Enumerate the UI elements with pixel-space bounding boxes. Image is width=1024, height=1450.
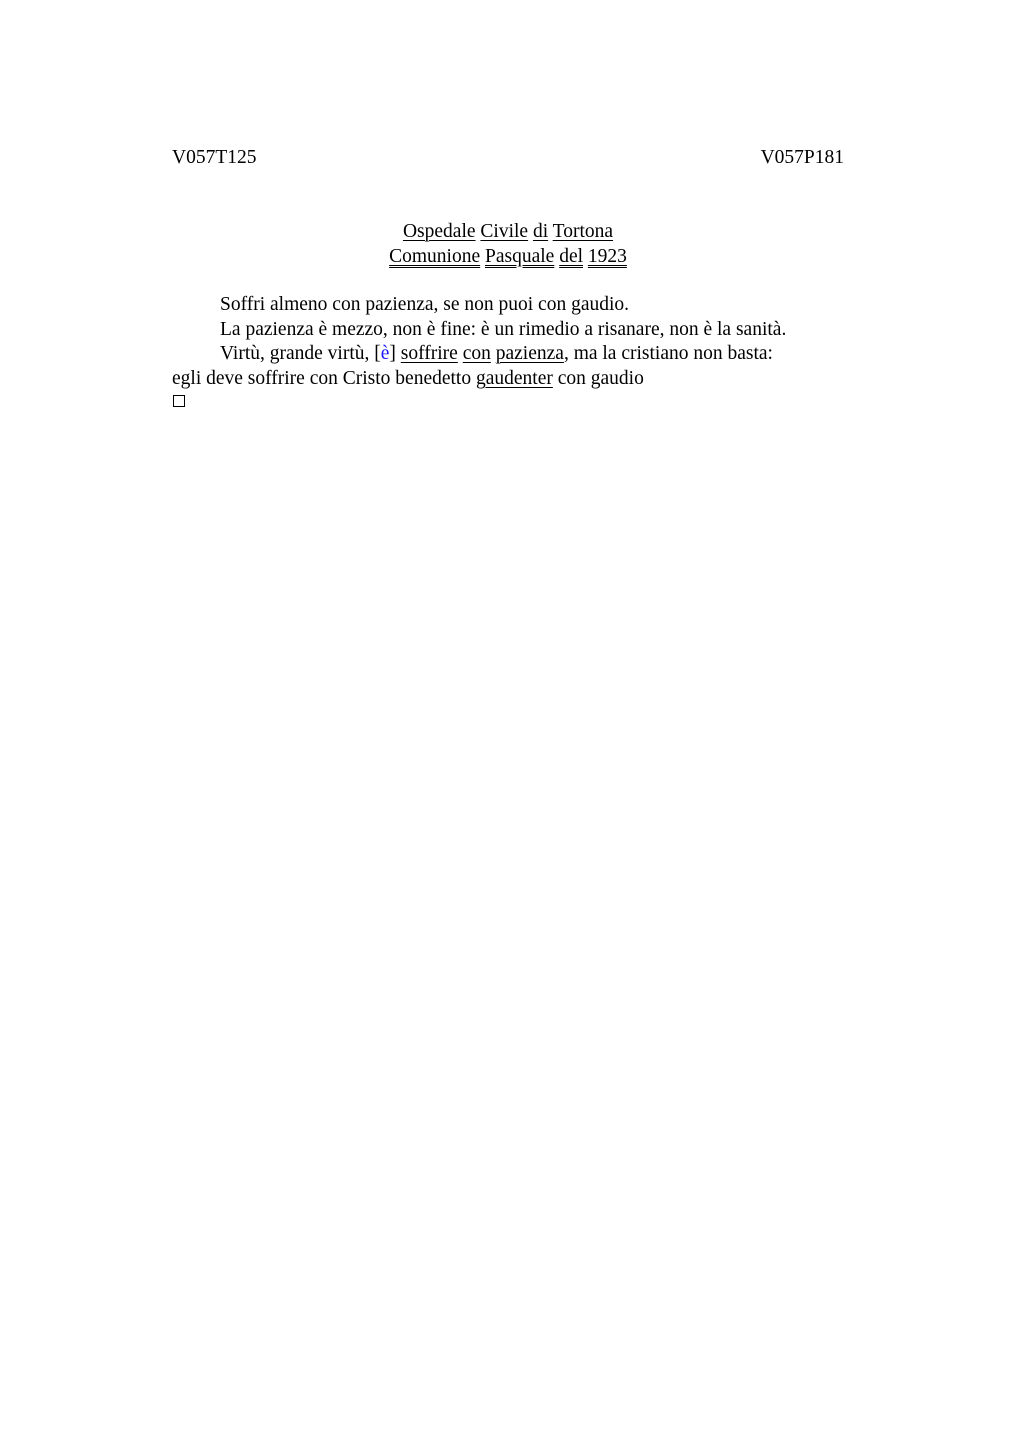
paragraph-2: La pazienza è mezzo, non è fine: è un rimedio a risanare, non è la sanità. bbox=[220, 318, 787, 340]
paragraph-1: Soffri almeno con pazienza, se non puoi con gaudio. bbox=[220, 294, 630, 315]
title-block bbox=[172, 220, 844, 269]
text-run: con gaudio bbox=[552, 367, 644, 389]
title-word: Ospedale bbox=[402, 221, 476, 242]
editorial-bracket: [ bbox=[374, 343, 381, 364]
title-word: Pasquale bbox=[484, 245, 555, 267]
document-code-right: V057P181 bbox=[760, 147, 844, 168]
underlined-word: pazienza bbox=[495, 343, 564, 364]
paragraph-3-continuation bbox=[172, 367, 844, 392]
paragraph-3 bbox=[172, 342, 844, 367]
title-word: Comunione bbox=[389, 245, 481, 267]
document-code-left: V057T125 bbox=[172, 147, 257, 168]
title-word: Civile bbox=[480, 221, 529, 242]
title-word: Tortona bbox=[552, 221, 614, 242]
underlined-word: soffrire bbox=[400, 343, 458, 364]
underlined-word: con bbox=[462, 343, 491, 364]
title-line-1 bbox=[172, 220, 844, 245]
underlined-word: gaudenter bbox=[475, 367, 553, 389]
text-run: egli deve soffrire con Cristo benedetto bbox=[172, 367, 476, 389]
text-run: , ma la cristiano non basta: bbox=[563, 343, 773, 364]
title-word: di bbox=[532, 221, 549, 242]
title-word: del bbox=[559, 245, 584, 267]
title-line-2 bbox=[172, 245, 844, 270]
end-of-text-square-icon bbox=[173, 395, 185, 407]
text-run: Virtù, grande virtù, bbox=[220, 343, 375, 364]
title-word: 1923 bbox=[587, 245, 627, 267]
body-text bbox=[172, 293, 844, 391]
editorial-bracket: ] bbox=[389, 343, 396, 364]
inserted-text: è bbox=[380, 343, 390, 364]
